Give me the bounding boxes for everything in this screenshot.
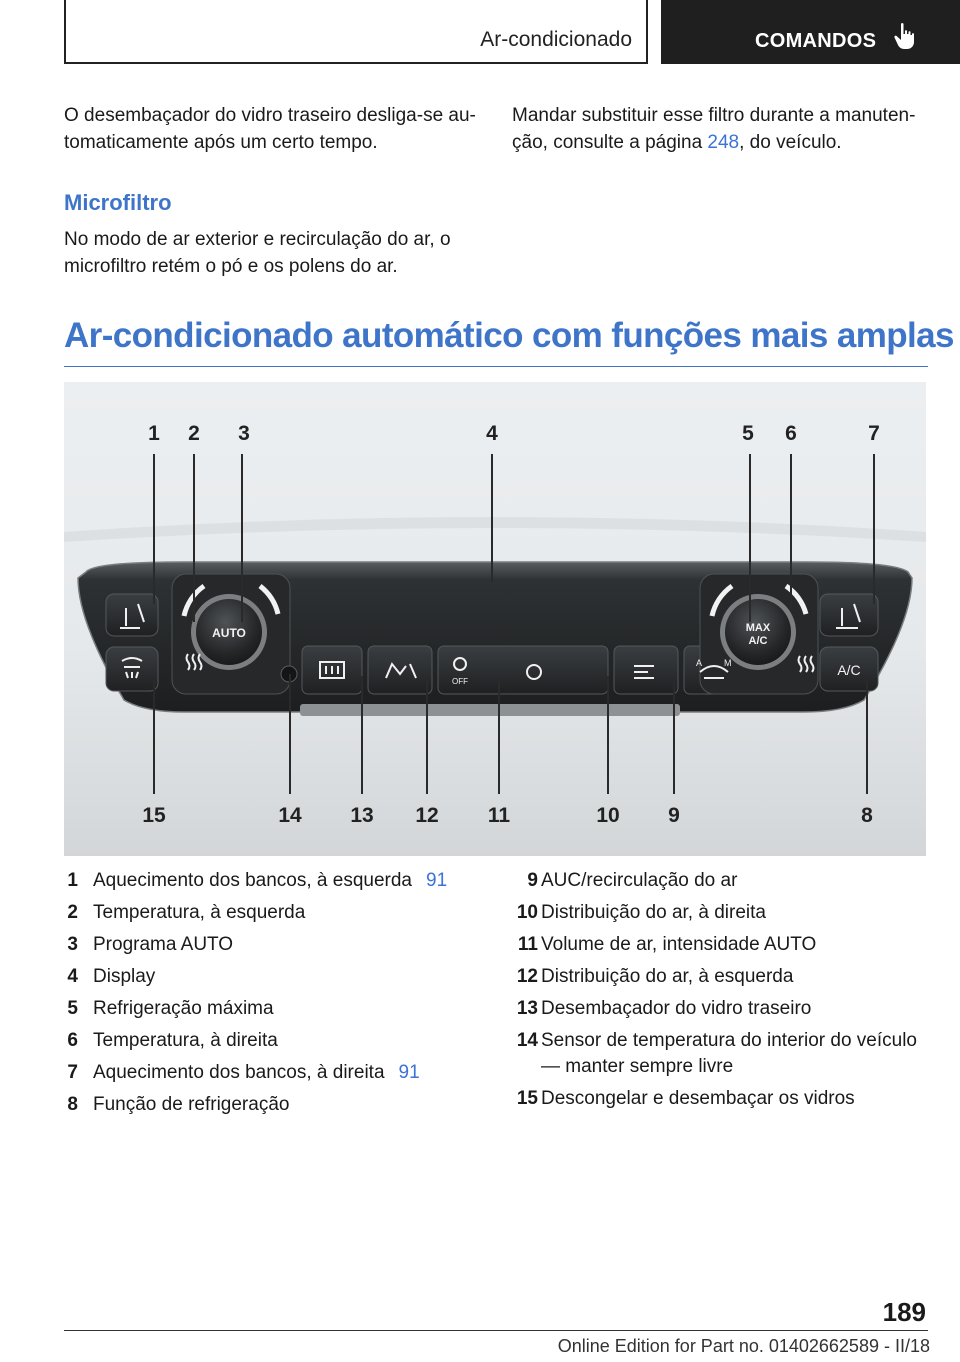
knob-auto-label: AUTO: [212, 626, 246, 640]
legend-number: 13: [516, 998, 538, 1019]
rear-defroster-paragraph: O desembaçador do vidro traseiro desliga-se au-tomaticamente após um certo tempo.: [64, 105, 476, 153]
legend-item: [512, 964, 932, 990]
legend-text: Distribuição do ar, à esquerda: [541, 966, 794, 987]
callout-12: 12: [415, 804, 439, 827]
legend-number: 10: [516, 902, 538, 923]
legend-text: Desembaçador do vidro traseiro: [541, 998, 812, 1019]
legend-number: 1: [67, 870, 78, 891]
legend-left-column: [64, 868, 484, 1124]
header-section-title: Ar-condicionado: [480, 28, 632, 51]
legend-item: [512, 932, 932, 958]
legend-number: 15: [516, 1088, 538, 1109]
legend-number: 14: [516, 1030, 538, 1051]
section-title: Ar-condicionado automático com funções mais amplas: [64, 316, 954, 355]
legend-text: Sensor de temperatura do interior do veículo — manter sempre livre: [541, 1030, 917, 1077]
legend-item: [64, 1092, 484, 1118]
auc-a-label: A: [696, 658, 703, 668]
legend-text: Descongelar e desembaçar os vidros: [541, 1088, 855, 1109]
chapter-tab: [661, 0, 960, 64]
filter-paragraph-text-end: , do veículo.: [739, 132, 842, 153]
header-section-box: [64, 0, 648, 64]
legend-item: [64, 1028, 484, 1054]
knob-max-label: MAX: [745, 622, 771, 634]
callout-5: 5: [742, 422, 754, 445]
legend-number: 7: [67, 1062, 78, 1083]
legend-number: 3: [67, 934, 78, 955]
legend-number: 12: [516, 966, 538, 987]
chapter-tab-label: COMANDOS: [755, 30, 877, 52]
page-reference-link[interactable]: 248: [707, 132, 740, 153]
climate-control-figure: [64, 382, 926, 856]
legend-number: 5: [67, 998, 78, 1019]
page-number: 189: [882, 1297, 926, 1327]
legend-item: [64, 1060, 484, 1086]
callout-3: 3: [238, 422, 250, 445]
legend-item: [512, 996, 932, 1022]
callout-8: 8: [861, 804, 873, 827]
filter-replacement-paragraph: [512, 102, 932, 156]
legend-text: Programa AUTO: [93, 934, 234, 955]
legend-text: Aquecimento dos bancos, à direita: [93, 1062, 385, 1083]
legend-number: 4: [67, 966, 78, 987]
legend-text: Função de refrigeração: [93, 1094, 290, 1115]
fan-off-label: OFF: [452, 677, 468, 686]
legend-text: Temperatura, à direita: [93, 1030, 278, 1051]
microfiltro-paragraph: No modo de ar exterior e recirculação do ar, o microfiltro retém o pó e os polens do ar.: [64, 229, 451, 277]
legend-item: [512, 900, 932, 926]
legend-item: [64, 996, 484, 1022]
legend-right-column: [512, 868, 932, 1118]
filter-paragraph-text: Mandar substituir esse filtro durante a manuten-ção, consulte a página: [512, 105, 916, 153]
legend-item: [64, 900, 484, 926]
legend-page-link[interactable]: 91: [426, 870, 448, 891]
callout-11: 11: [487, 804, 511, 827]
legend-number: 9: [527, 870, 538, 891]
legend-item: [512, 1086, 932, 1112]
callout-15: 15: [142, 804, 166, 827]
legend-item: [64, 964, 484, 990]
callout-1: 1: [148, 422, 160, 445]
legend-number: 8: [67, 1094, 78, 1115]
legend-text: Temperatura, à esquerda: [93, 902, 306, 923]
callout-4: 4: [486, 422, 498, 445]
legend-item: [64, 932, 484, 958]
legend-page-link[interactable]: 91: [398, 1062, 420, 1083]
callout-13: 13: [350, 804, 374, 827]
callout-10: 10: [596, 804, 620, 827]
legend-number: 11: [517, 934, 538, 955]
knob-ac-label: A/C: [748, 635, 768, 647]
ac-button-label: A/C: [837, 662, 861, 678]
section-title-rule: [64, 366, 928, 367]
legend-text: Distribuição do ar, à direita: [541, 902, 766, 923]
legend-item: [512, 868, 932, 894]
legend-text: Display: [93, 966, 156, 987]
microfiltro-heading: Microfiltro: [64, 190, 172, 215]
auc-m-label: M: [724, 658, 732, 668]
callout-2: 2: [188, 422, 200, 445]
climate-panel-illustration: [64, 382, 926, 856]
legend-item: [64, 868, 484, 894]
hand-pointer-icon: [893, 22, 917, 50]
legend-item: [512, 1028, 932, 1080]
legend-text: Volume de ar, intensidade AUTO: [541, 934, 817, 955]
callout-6: 6: [785, 422, 797, 445]
legend-text: Aquecimento dos bancos, à esquerda: [93, 870, 412, 891]
callout-14: 14: [278, 804, 302, 827]
footer-rule: [64, 1330, 928, 1331]
legend-text: Refrigeração máxima: [93, 998, 274, 1019]
legend-number: 6: [67, 1030, 78, 1051]
edition-footer: Online Edition for Part no. 01402662589 - II/18: [557, 1336, 930, 1356]
legend-number: 2: [67, 902, 78, 923]
legend-text: AUC/recirculação do ar: [541, 870, 738, 891]
callout-7: 7: [868, 422, 880, 445]
callout-9: 9: [668, 804, 680, 827]
